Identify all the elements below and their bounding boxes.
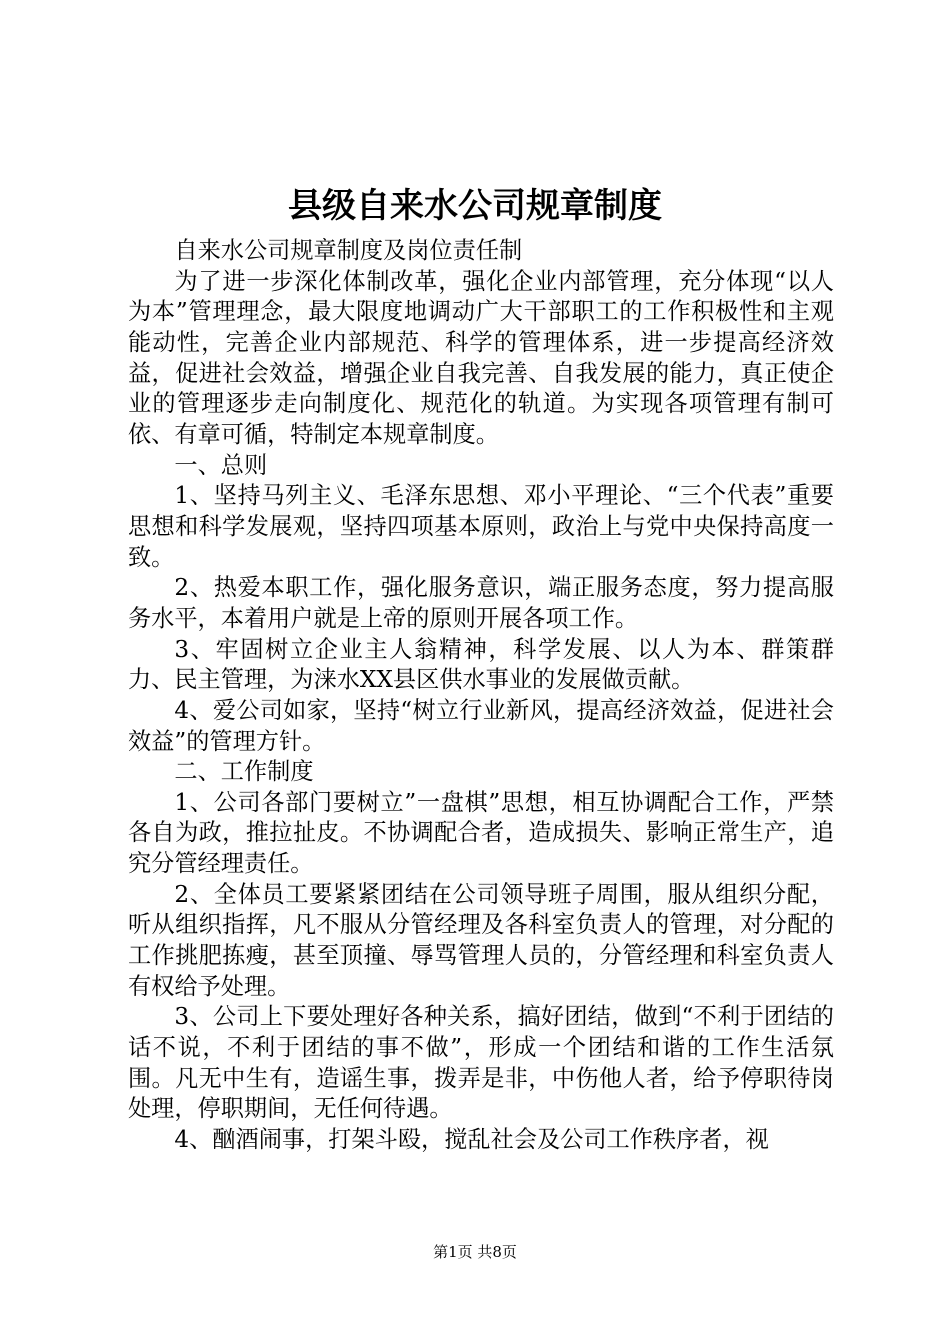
general-item-4: 4、爱公司如家，坚持“树立行业新风，提高经济效益，促进社会效益”的管理方针。 <box>128 696 834 755</box>
work-rule-item-3: 3、公司上下要处理好各种关系，搞好团结，做到“不利于团结的话不说，不利于团结的事不做”，形成一个团结和谐的工作生活氛围。凡无中生有，造谣生事，拨弄是非，中伤他人者，给予停职待岗处理，停职期间，无任何待遇。 <box>128 1003 834 1123</box>
general-item-3: 3、牢固树立企业主人翁精神，科学发展、以人为本、群策群力、民主管理，为涞水XX县区供水事业的发展做贡献。 <box>128 635 834 694</box>
section-heading-work-rules: 二、工作制度 <box>174 758 314 786</box>
subtitle-paragraph: 自来水公司规章制度及岗位责任制 <box>174 237 523 264</box>
section-heading-general: 一、总则 <box>174 451 268 479</box>
page-number-footer: 第1页 共8页 <box>433 1243 517 1261</box>
document-body <box>128 236 834 1156</box>
work-rule-item-2: 2、全体员工要紧紧团结在公司领导班子周围，服从组织分配，听从组织指挥，凡不服从分管经理及各科室负责人的管理，对分配的工作挑肥拣瘦，甚至顶撞、辱骂管理人员的，分管经理和科室负责人有权给予处理。 <box>128 880 834 1000</box>
general-item-1: 1、坚持马列主义、毛泽东思想、邓小平理论、“三个代表”重要思想和科学发展观，坚持四项基本原则，政治上与党中央保持高度一致。 <box>128 482 834 571</box>
work-rule-item-4: 4、酗酒闹事，打架斗殴，搅乱社会及公司工作秩序者，视 <box>174 1126 769 1154</box>
work-rule-item-1: 1、公司各部门要树立”一盘棋”思想，相互协调配合工作，严禁各自为政，推拉扯皮。不协调配合者，造成损失、影响正常生产，追究分管经理责任。 <box>128 788 834 878</box>
document-title: 县级自来水公司规章制度 <box>288 186 662 226</box>
general-item-2: 2、热爱本职工作，强化服务意识，端正服务态度，努力提高服务水平，本着用户就是上帝的原则开展各项工作。 <box>128 574 834 632</box>
intro-paragraph: 为了进一步深化体制改革，强化企业内部管理，充分体现“以人为本”管理理念，最大限度地调动广大干部职工的工作积极性和主观能动性，完善企业内部规范、科学的管理体系，进一步提高经济效益，促进社会效益，增强企业自我完善、自我发展的能力，真正使企业的管理逐步走向制度化、规范化的轨道。为实现各项管理有制可依、有章可循，特制定本规章制度。 <box>128 267 834 448</box>
